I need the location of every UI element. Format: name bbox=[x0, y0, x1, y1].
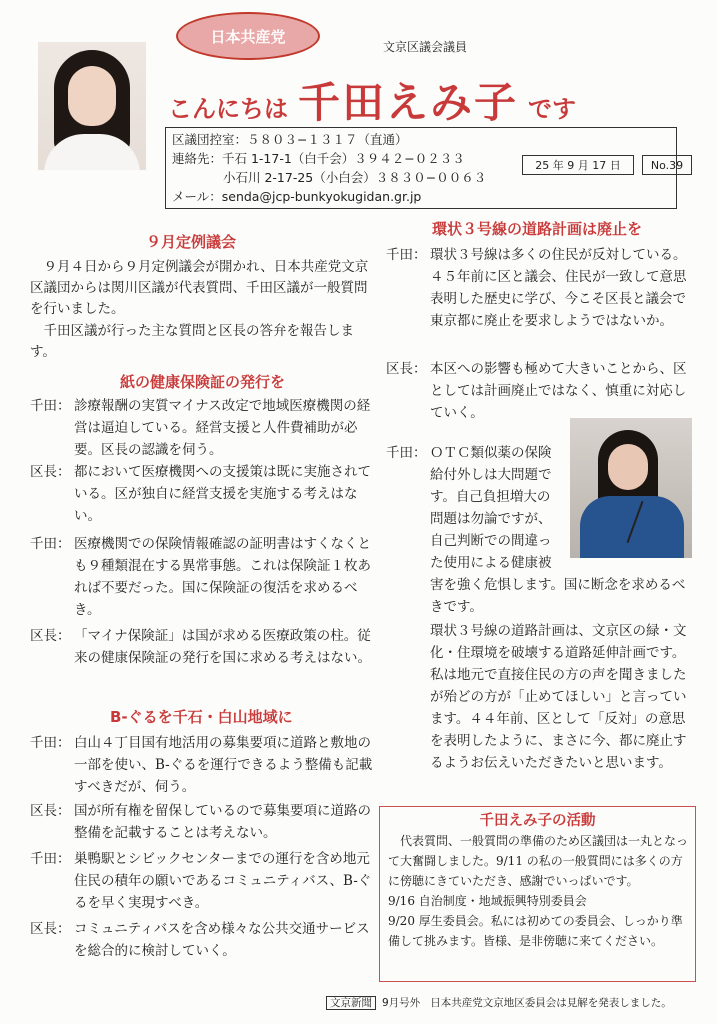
issue-number: No.39 bbox=[642, 155, 692, 175]
otc-question-rest bbox=[430, 574, 696, 618]
qa-item bbox=[30, 848, 376, 918]
otc-line: た使用による健康被 bbox=[430, 555, 552, 571]
speaker: 区長： bbox=[30, 628, 71, 644]
assembly-photo bbox=[570, 418, 692, 558]
speaker: 区長： bbox=[30, 803, 71, 819]
email-address: メール：senda@jcp-bunkyokugidan.gr.jp bbox=[172, 189, 422, 204]
greeting-post: です bbox=[528, 95, 577, 123]
qa-text: 白山４丁目国有地活用の募集要項に道路と敷地の一部を使い、B-ぐるを運行できるよう整備も記載すべきだが、伺う。 bbox=[74, 735, 373, 795]
activity-schedule-1: 9/16 自治制度・地域振興特別委員会 bbox=[388, 894, 587, 908]
activity-paragraph: 代表質問、一般質問の準備のため区議団は一丸となって大奮闘しました。9/11 の私の一般質問には多くの方に傍聴にきていただき、感謝でいっぱいです。 bbox=[388, 834, 689, 888]
paper-name: 文京新聞 bbox=[326, 996, 376, 1010]
qa-text: 「マイナ保険証」は国が求める医療政策の柱。従来の健康保険証の発行を国に求める考えはない。 bbox=[74, 628, 371, 666]
speaker: 千田： bbox=[30, 851, 71, 867]
activity-box bbox=[379, 806, 696, 982]
otc-line: ＯＴＣ類似薬の保険 bbox=[430, 445, 552, 461]
otc-line: 問題は勿論ですが、 bbox=[430, 511, 552, 527]
insurance-qa bbox=[30, 395, 376, 695]
bguru-qa bbox=[30, 732, 376, 966]
otc-line: 給付外しは大問題で bbox=[430, 467, 552, 483]
footer-issue: 9月号外 bbox=[382, 997, 421, 1009]
qa-text: 国が所有権を留保しているので募集要項に道路の整備を記載することは考えない。 bbox=[74, 803, 371, 841]
left-title: ９月定例議会 bbox=[146, 233, 237, 251]
otc-question bbox=[386, 442, 568, 574]
otc-line: す。自己負担増大の bbox=[430, 489, 551, 505]
section-heading-insurance: 紙の健康保険証の発行を bbox=[120, 373, 286, 391]
candidate-photo bbox=[38, 42, 146, 170]
qa-item bbox=[30, 395, 376, 461]
qa-item bbox=[30, 732, 376, 800]
qa-text: 巣鴨駅とシビックセンターまでの運行を含め地元住民の積年の願いであるコミュニティバス、B-ぐるを早く実現すべき。 bbox=[74, 851, 372, 911]
ring3-qa bbox=[386, 244, 696, 426]
qa-item bbox=[30, 625, 376, 695]
qa-text: 本区への影響も極めて大きいことから、区としては計画廃止ではなく、慎重に対応していく。 bbox=[430, 361, 687, 421]
qa-text: 医療機関での保険情報確認の証明書はすくなくとも９種類混在する異常事態。これは保険証１枚あれば不要だった。国に保険証の復活を求めるべき。 bbox=[74, 536, 371, 618]
qa-item bbox=[30, 800, 376, 848]
qa-item bbox=[30, 461, 376, 533]
qa-text: 環状３号線は多くの住民が反対している。４５年前に区と議会、住民が一致して意思表明した歴史に学び、今こそ区長と議会で東京都に廃止を要求しようではないか。 bbox=[430, 247, 687, 329]
section-heading-ring3: 環状３号線の道路計画は廃止を bbox=[432, 220, 643, 238]
footer-note: 日本共産党文京地区委員会は見解を発表しました。 bbox=[430, 997, 672, 1009]
speaker: 千田： bbox=[386, 445, 427, 461]
speaker: 区長： bbox=[386, 361, 427, 377]
intro-paragraph-1: ９月４日から９月定例議会が開かれ、日本共産党文京区議団からは関川区議が代表質問、千田区議が一般質問を行いました。 bbox=[30, 259, 369, 317]
speaker: 千田： bbox=[386, 247, 427, 263]
activity-schedule-2: 9/20 厚生委員会。私には初めての委員会、しっかり準備して挑みます。皆様、是非傍聴に来てください。 bbox=[388, 914, 683, 948]
qa-item bbox=[30, 918, 376, 966]
section-heading-bguru: B-ぐるを千石・白山地域に bbox=[110, 708, 293, 726]
contact-line-2: 小石川 2-17-25（小白会）３８３０−００６３ bbox=[223, 170, 487, 185]
qa-text: 診療報酬の実質マイナス改定で地域医療機関の経営は逼迫している。経営支援と人件費補助が必要。区長の認識を伺う。 bbox=[74, 398, 371, 458]
qa-text: コミュニティバスを含め様々な公共交通サービスを総合的に検討していく。 bbox=[74, 921, 370, 959]
activity-text bbox=[388, 831, 688, 951]
footer bbox=[326, 995, 672, 1010]
qa-item bbox=[30, 533, 376, 625]
activity-heading: 千田えみ子の活動 bbox=[479, 813, 596, 829]
closing-text: 環状３号線の道路計画は、文京区の緑・文化・住環境を破壊する道路延伸計画です。私は地元で直接住民の方の声を聞きましたが殆どの方が「止めてほしい」と言っています。４４年前、区として「反対」の意思を表明したように、まさに今、都に廃止するようお伝えいただきたいと思います。 bbox=[430, 623, 687, 771]
greeting-pre: こんにちは bbox=[168, 95, 288, 123]
otc-rest-text: 害を強く危惧します。国に断念を求めるべきです。 bbox=[430, 577, 686, 615]
qa-item bbox=[386, 244, 696, 358]
closing-paragraph bbox=[430, 620, 696, 774]
otc-narrow-text bbox=[430, 442, 568, 574]
speaker: 区長： bbox=[30, 464, 71, 480]
issue-date: 25 年 9 月 17 日 bbox=[522, 155, 634, 175]
page-title bbox=[168, 70, 576, 130]
party-badge: 日本共産党 bbox=[176, 12, 320, 60]
candidate-name: 千田えみ子 bbox=[298, 78, 519, 127]
role-label: 文京区議会議員 bbox=[383, 40, 468, 54]
intro-paragraph-2: 千田区議が行った主な質問と区長の答弁を報告します。 bbox=[30, 323, 354, 360]
speaker: 千田： bbox=[30, 398, 71, 414]
otc-line: 自己判断での間違っ bbox=[430, 533, 552, 549]
qa-text: 都において医療機関への支援策は既に実施されている。区が独自に経営支援を実施する考えはない。 bbox=[74, 464, 371, 524]
office-phone: 区議団控室：５８０３−１３１７（直通） bbox=[172, 132, 408, 147]
speaker: 千田： bbox=[30, 735, 71, 751]
contact-line-1: 連絡先：千石 1-17-1（白千会）３９４２−０２３３ bbox=[172, 151, 465, 166]
qa-item bbox=[386, 358, 696, 426]
speaker: 区長： bbox=[30, 921, 71, 937]
speaker: 千田： bbox=[30, 536, 71, 552]
